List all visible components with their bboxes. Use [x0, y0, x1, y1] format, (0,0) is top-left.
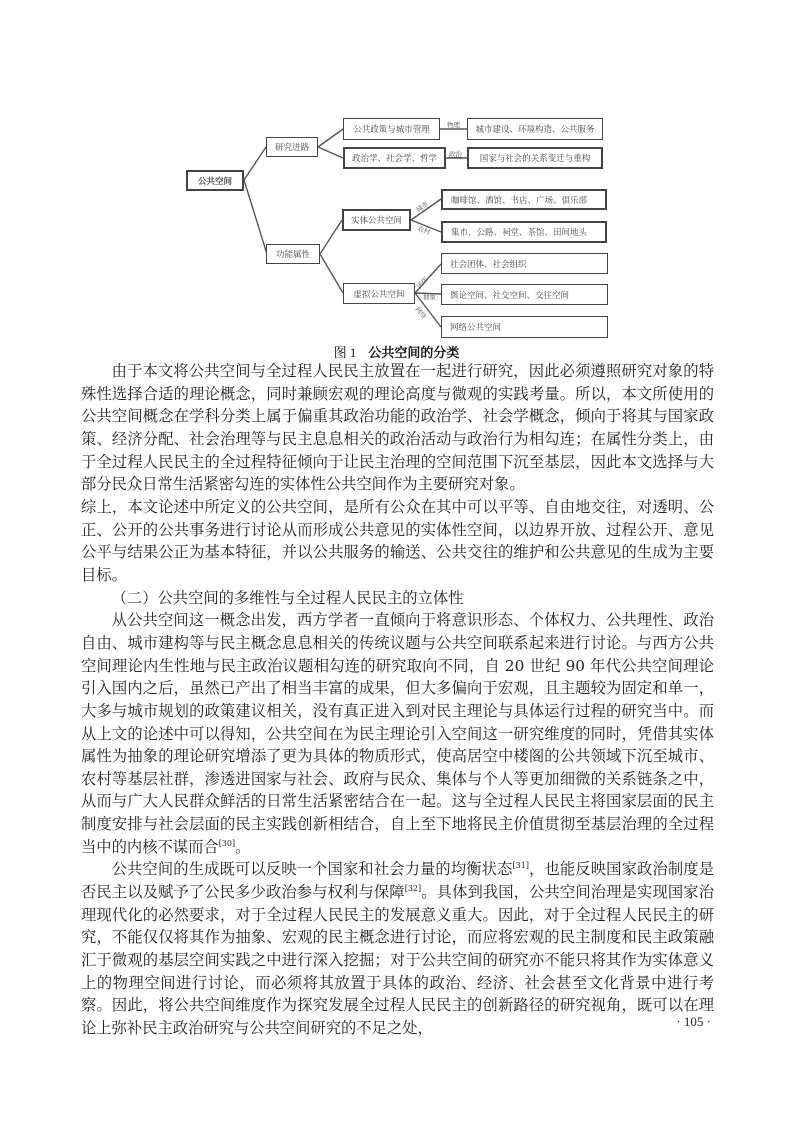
- section-heading: （二）公共空间的多维性与全过程人民民主的立体性: [111, 588, 464, 607]
- edge-function-physical: [320, 220, 342, 254]
- node-root: 公共空间: [186, 170, 244, 191]
- leaf-urban-construction: 城市建设、环境构造、公共服务: [467, 118, 603, 140]
- node-polisci-sociology: 政治学、社会学、哲学: [343, 147, 446, 169]
- paragraph-2: [81, 609, 714, 858]
- paragraph-1: 由于本文将公共空间与全过程人民民主放置在一起进行研究，因此必须遵照研究对象的特殊性选择合适的理论概念，同时兼顾宏观的理论高度与微观的实践考量。所以，本文所使用的公共空间概念在学科分类上属于偏重其政治功能的政治学、社会学概念，倾向于将其与国家政策、经济分配、社会治理等与民主息息相关的政治活动与政治行为相勾连；在属性分类上，由于全过程人民民主的全过程特征倾向于让民主治理的空间范围下沉至基层，因此本文选择与大部分民众日常生活紧密勾连的实体性公共空间作为主要研究对象。: [81, 362, 714, 494]
- edge-function-virtual: [320, 254, 343, 293]
- edge-label-network: 网络: [413, 305, 429, 321]
- figure-title: 公共空间的分类: [368, 346, 460, 361]
- edge-label-rural: 农村: [416, 224, 432, 237]
- paragraph-2-text: 从公共空间这一概念出发，西方学者一直倾向于将意识形态、个体权力、公共理性、政治自由、城市建构等与民主概念息息相关的传统议题与公共空间联系起来进行讨论。与西方公共空间理论内生性地与民主政治议题相勾连的研究取向不同，自 20 世纪 90 年代公共空间理论引入国内之后，虽然已产出了相当丰富的成果，但大多偏向于宏观，且主题较为固定和单一，大多与城市规划的政策建议相关，没有真正进入到对民主理论与具体运行过程的研究当中。而从上文的论述中可以得知，公共空间在为民主理论引入空间这一研究维度的同时，凭借其实体属性为抽象的理论研究增添了更为具体的物质形式，使高居空中楼阁的公共领域下沉至城市、农村等基层社群，渗透进国家与社会、政府与民众、集体与个人等更加细微的关系链条之中，从而与广大人民群众鲜活的日常生活紧密结合在一起。这与全过程人民民主将国家层面的民主制度安排与社会层面的民主实践创新相结合，自上至下地将民主价值贯彻至基层治理的全过程当中的内核不谋而合: [81, 611, 714, 856]
- node-physical-public-space: 实体公共空间: [342, 209, 411, 231]
- figure-public-space-classification: [0, 0, 793, 345]
- edge-label-political: 政治: [449, 150, 462, 158]
- leaf-city-venues: 咖啡馆、酒馆、书店、广场、俱乐部: [441, 189, 607, 210]
- leaf-opinion-spaces: 舆论空间、社交空间、交往空间: [441, 284, 608, 305]
- citation-30: [30]: [218, 838, 236, 848]
- figure-caption: [0, 342, 793, 361]
- paragraph-3-text-c: 。具体到我国，公共空间治理是实现国家治理现代化的必然要求，对于全过程人民民主的发展意义重大。因此，对于全过程人民民主的研究，不能仅仅将其作为抽象、宏观的民主概念进行讨论，而应将宏观的民主制度和民主政策融汇于微观的基层空间实践之中进行深入挖掘；对于公共空间的研究亦不能只将其作为实体意义上的物理空间进行讨论，而必须将其放置于具体的政治、经济、社会甚至文化背景中进行考察。因此，将公共空间维度作为探究发展全过程人民民主的创新路径的研究视角，既可以在理论上弥补民主政治研究与公共空间研究的不足之处，: [81, 883, 714, 1038]
- node-function-attribute: 功能属性: [266, 244, 320, 264]
- leaf-state-society: 国家与社会的关系变迁与重构: [467, 147, 603, 169]
- paragraph-1-summary: 综上，本文论述中所定义的公共空间，是所有公众在其中可以平等、自由地交往，对透明、公正、公开的公共事务进行讨论从而形成公共意见的实体性空间，以边界开放、过程公开、意见公平与结果公正为基本特征，并以公共服务的输送、公共交往的维护和公共意见的生成为主要目标。: [81, 497, 714, 584]
- edge-research-politics: [318, 147, 343, 158]
- figure-number: 图 1: [333, 345, 357, 360]
- edge-label-group: 团体: [415, 275, 430, 291]
- paragraph-3-text-a: 公共空间的生成既可以反映一个国家和社会力量的均衡状态: [111, 860, 513, 879]
- paragraph-3: [81, 858, 714, 1039]
- edge-root-research: [244, 147, 266, 180]
- edge-label-city: 城市: [414, 199, 431, 215]
- edge-research-policy: [318, 129, 343, 147]
- leaf-social-groups: 社会团体、社会组织: [441, 253, 608, 274]
- edge-label-physical: 物理: [447, 121, 460, 129]
- edge-label-abstract: 抽象: [423, 293, 436, 301]
- body-text: [81, 360, 714, 1040]
- node-virtual-public-space: 虚拟公共空间: [343, 283, 415, 304]
- node-policy-urban: 公共政策与城市管理: [343, 118, 440, 140]
- node-research-path: 研究进路: [266, 137, 318, 157]
- leaf-rural-venues: 集市、公路、祠堂、茶馆、田间地头: [441, 221, 607, 243]
- edge-root-function: [244, 180, 267, 254]
- page-number: · 105 ·: [676, 1014, 711, 1029]
- paragraph-2-end: 。: [235, 837, 251, 856]
- citation-31: [31]: [512, 861, 529, 871]
- paragraph-3-text-b: ，也能反映国家政治制度是否民主以及赋予了公民多少政治参与权利与保障: [81, 860, 714, 902]
- leaf-network-space: 网络公共空间: [441, 316, 608, 338]
- citation-32: [32]: [404, 884, 422, 894]
